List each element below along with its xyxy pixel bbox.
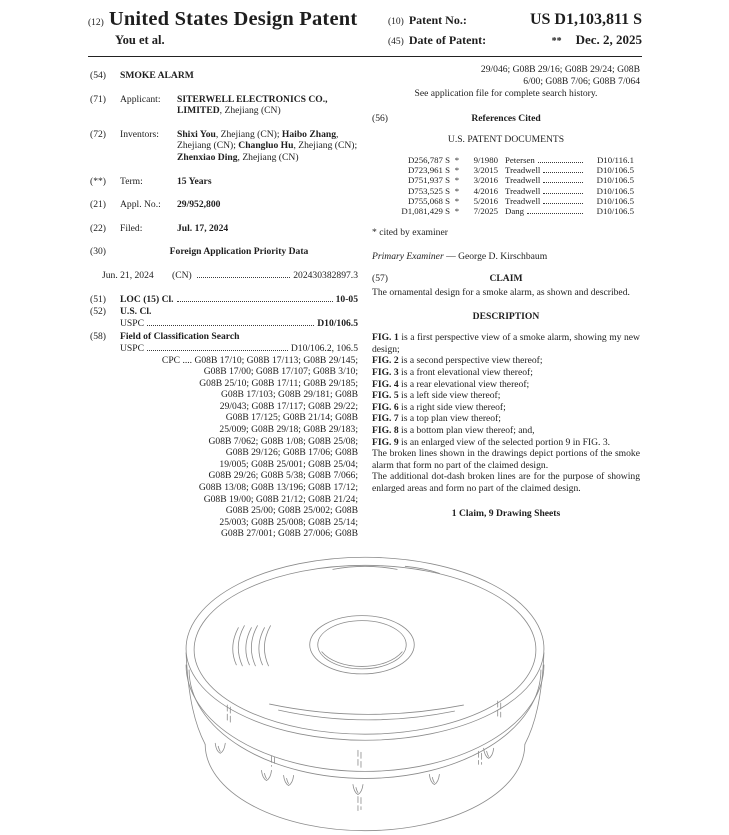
field-56-code: (56): [372, 112, 388, 124]
field-58-search: [90, 331, 358, 540]
claim-title: CLAIM: [489, 273, 523, 285]
cpc-continuation: 29/046; G08B 29/16; G08B 29/24; G08B 6/00; G08B 7/06; G08B 7/064: [480, 64, 640, 87]
header-divider: [88, 56, 642, 57]
description-heading: [372, 311, 640, 323]
filed-label: Filed:: [120, 222, 143, 234]
field-21-code: (21): [90, 199, 106, 211]
smoke-alarm-drawing: [174, 552, 554, 835]
patent-number: US D1,103,811 S: [529, 11, 642, 28]
search-history-note: See application file for complete search history.: [414, 88, 598, 100]
search-uspc-label: USPC: [120, 342, 144, 354]
field-72-inventors: [90, 129, 358, 164]
priority-date: Jun. 21, 2024: [102, 269, 154, 281]
inventors-label: Inventors:: [120, 128, 159, 140]
priority-data-title: Foreign Application Priority Data: [169, 246, 309, 258]
priority-entry: [102, 270, 358, 282]
field-30-priority: [90, 246, 358, 258]
figure-descriptions: FIG. 1 is a first perspective view of a smoke alarm, showing my new design; FIG. 2 is a second perspective view thereof; FIG. 3 is a front elevational view thereof; FIG. 4 is a rear elevational view thereof; FIG. 5 is a left side view thereof; FIG. 6 is a right side view thereof; FIG. 7 is a top plan view thereof; FIG. 8 is a bottom plan view thereof; and, FIG. 9 is an enlarged view of the selected portion 9 in FIG. 3.: [372, 332, 640, 448]
smoke-alarm-figure: [174, 552, 554, 835]
claim-heading: [372, 273, 640, 285]
field-52-us-cl: [90, 306, 358, 329]
reference-row: D723,961 S * 3/2015 Treadwell D10/106.5: [407, 165, 634, 176]
leader-dots: [197, 277, 291, 278]
uspc-label: USPC: [120, 317, 144, 329]
field-52-code: (52): [90, 306, 106, 318]
cpc-lines: CPC .... G08B 17/10; G08B 17/113; G08B 29/145; G08B 17/00; G08B 17/107; G08B 3/10; G08B 25/10; G08B 17/11; G08B 29/185; G08B 17/103; G08B 29/181; G08B 29/043; G08B 17/117; G08B 29/22; G08B 17/125; G08B 21/14; G08B 25/009; G08B 29/18; G08B 29/183; G08B 7/062; G08B 1/08; G08B 25/08; G08B 29/126; G08B 17/06; G08B 19/005; G08B 25/001; G08B 25/04; G08B 29/26; G08B 5/38; G08B 7/066; G08B 13/08; G08B 13/196; G08B 17/12; G08B 19/00; G08B 21/12; G08B 21/24; G08B 25/00; G08B 25/002; G08B 25/003; G08B 25/008; G08B 25/14; G08B 27/001; G08B 27/006; G08B: [161, 354, 358, 540]
inventors-value: Shixi You, Zhejiang (CN); Haibo Zhang, Zhejiang (CN); Changluo Hu, Zhejiang (CN); Zhenxiao Ding, Zhejiang (CN): [177, 128, 358, 163]
reference-row: D751,937 S * 3/2016 Treadwell D10/106.5: [407, 175, 634, 186]
claim-text: The ornamental design for a smoke alarm, as shown and described.: [372, 286, 630, 298]
header-left: [88, 8, 388, 51]
patent-no-label: Patent No.:: [408, 13, 467, 27]
classification-search-label: Field of Classification Search: [120, 331, 240, 343]
field-22-code: (22): [90, 222, 106, 234]
applicant-value: [177, 94, 358, 117]
field-30-code: (30): [90, 246, 106, 258]
page-header: [88, 8, 642, 51]
field-58-code: (58): [90, 331, 106, 343]
header-right: [388, 8, 642, 51]
reference-row: D256,787 S * 9/1980 Petersen D10/116.1: [407, 154, 634, 165]
description-title: DESCRIPTION: [472, 310, 540, 322]
us-patent-documents-title: U.S. PATENT DOCUMENTS: [447, 134, 565, 146]
term-label: Term:: [120, 175, 143, 187]
reference-row: D755,068 S * 5/2016 Treadwell D10/106.5: [407, 195, 634, 206]
field-22-filed: [90, 223, 358, 235]
applicant-location: , Zhejiang (CN): [219, 105, 281, 117]
us-cl-label: U.S. Cl.: [120, 306, 152, 318]
field-code-12: (12): [88, 18, 104, 28]
leader-dots: [147, 350, 288, 351]
priority-country: (CN): [172, 269, 192, 281]
examiner-label: Primary Examiner: [372, 250, 444, 262]
field-term-code: (**): [90, 175, 106, 187]
appl-no-value: 29/952,800: [177, 199, 221, 211]
appl-no-label: Appl. No.:: [120, 199, 161, 211]
left-column: [90, 70, 358, 540]
reference-row: D753,525 S * 4/2016 Treadwell D10/106.5: [407, 185, 634, 196]
search-uspc-value: D10/106.2, 106.5: [290, 342, 358, 354]
invention-title: SMOKE ALARM: [120, 70, 194, 81]
claim-sheets-note: 1 Claim, 9 Drawing Sheets: [451, 508, 561, 520]
applicant-name: SITERWELL ELECTRONICS CO., LIMITED: [177, 93, 328, 117]
priority-number: 202430382897.3: [293, 269, 358, 281]
field-57-code: (57): [372, 273, 388, 285]
dot-dash-paragraph: The additional dot-dash broken lines are for the purpose of showing enlarged areas and form no part of the claimed design.: [372, 471, 640, 494]
field-72-code: (72): [90, 128, 106, 140]
references-cited-title: References Cited: [471, 112, 541, 124]
right-column: [372, 64, 640, 520]
references-cited-heading: [372, 113, 640, 125]
uspc-value: D10/106.5: [317, 317, 358, 329]
filed-value: Jul. 17, 2024: [177, 222, 229, 234]
examiner-line: [372, 251, 640, 263]
cited-by-examiner-note: * cited by examiner: [372, 227, 448, 239]
date-stars: **: [551, 36, 562, 47]
reference-row: D1,081,429 S * 7/2025 Dang D10/106.5: [401, 205, 634, 216]
leader-dots: [147, 325, 314, 326]
loc-value: 10-05: [335, 293, 358, 305]
field-54-code: (54): [90, 70, 106, 81]
authors-line: You et al.: [115, 33, 165, 47]
document-title: United States Design Patent: [108, 8, 358, 30]
field-code-10: (10): [388, 17, 404, 27]
patent-date: Dec. 2, 2025: [575, 32, 642, 47]
field-51-loc: [90, 294, 358, 306]
field-code-45: (45): [388, 37, 404, 47]
leader-dots: [177, 301, 333, 302]
field-71-applicant: [90, 94, 358, 117]
examiner-name: — George D. Kirschbaum: [443, 250, 548, 262]
field-54-title: [90, 70, 358, 82]
references-table: [372, 155, 640, 216]
term-value: 15 Years: [177, 175, 212, 187]
field-51-code: (51): [90, 293, 106, 305]
field-21-appl-no: [90, 199, 358, 211]
date-of-patent-label: Date of Patent:: [408, 33, 487, 47]
loc-label: LOC (15) Cl.: [120, 293, 174, 305]
field-71-code: (71): [90, 93, 106, 105]
applicant-label: Applicant:: [120, 93, 161, 105]
field-term: [90, 176, 358, 188]
broken-lines-paragraph: The broken lines shown in the drawings depict portions of the smoke alarm that form no part of the claimed design.: [372, 448, 640, 471]
